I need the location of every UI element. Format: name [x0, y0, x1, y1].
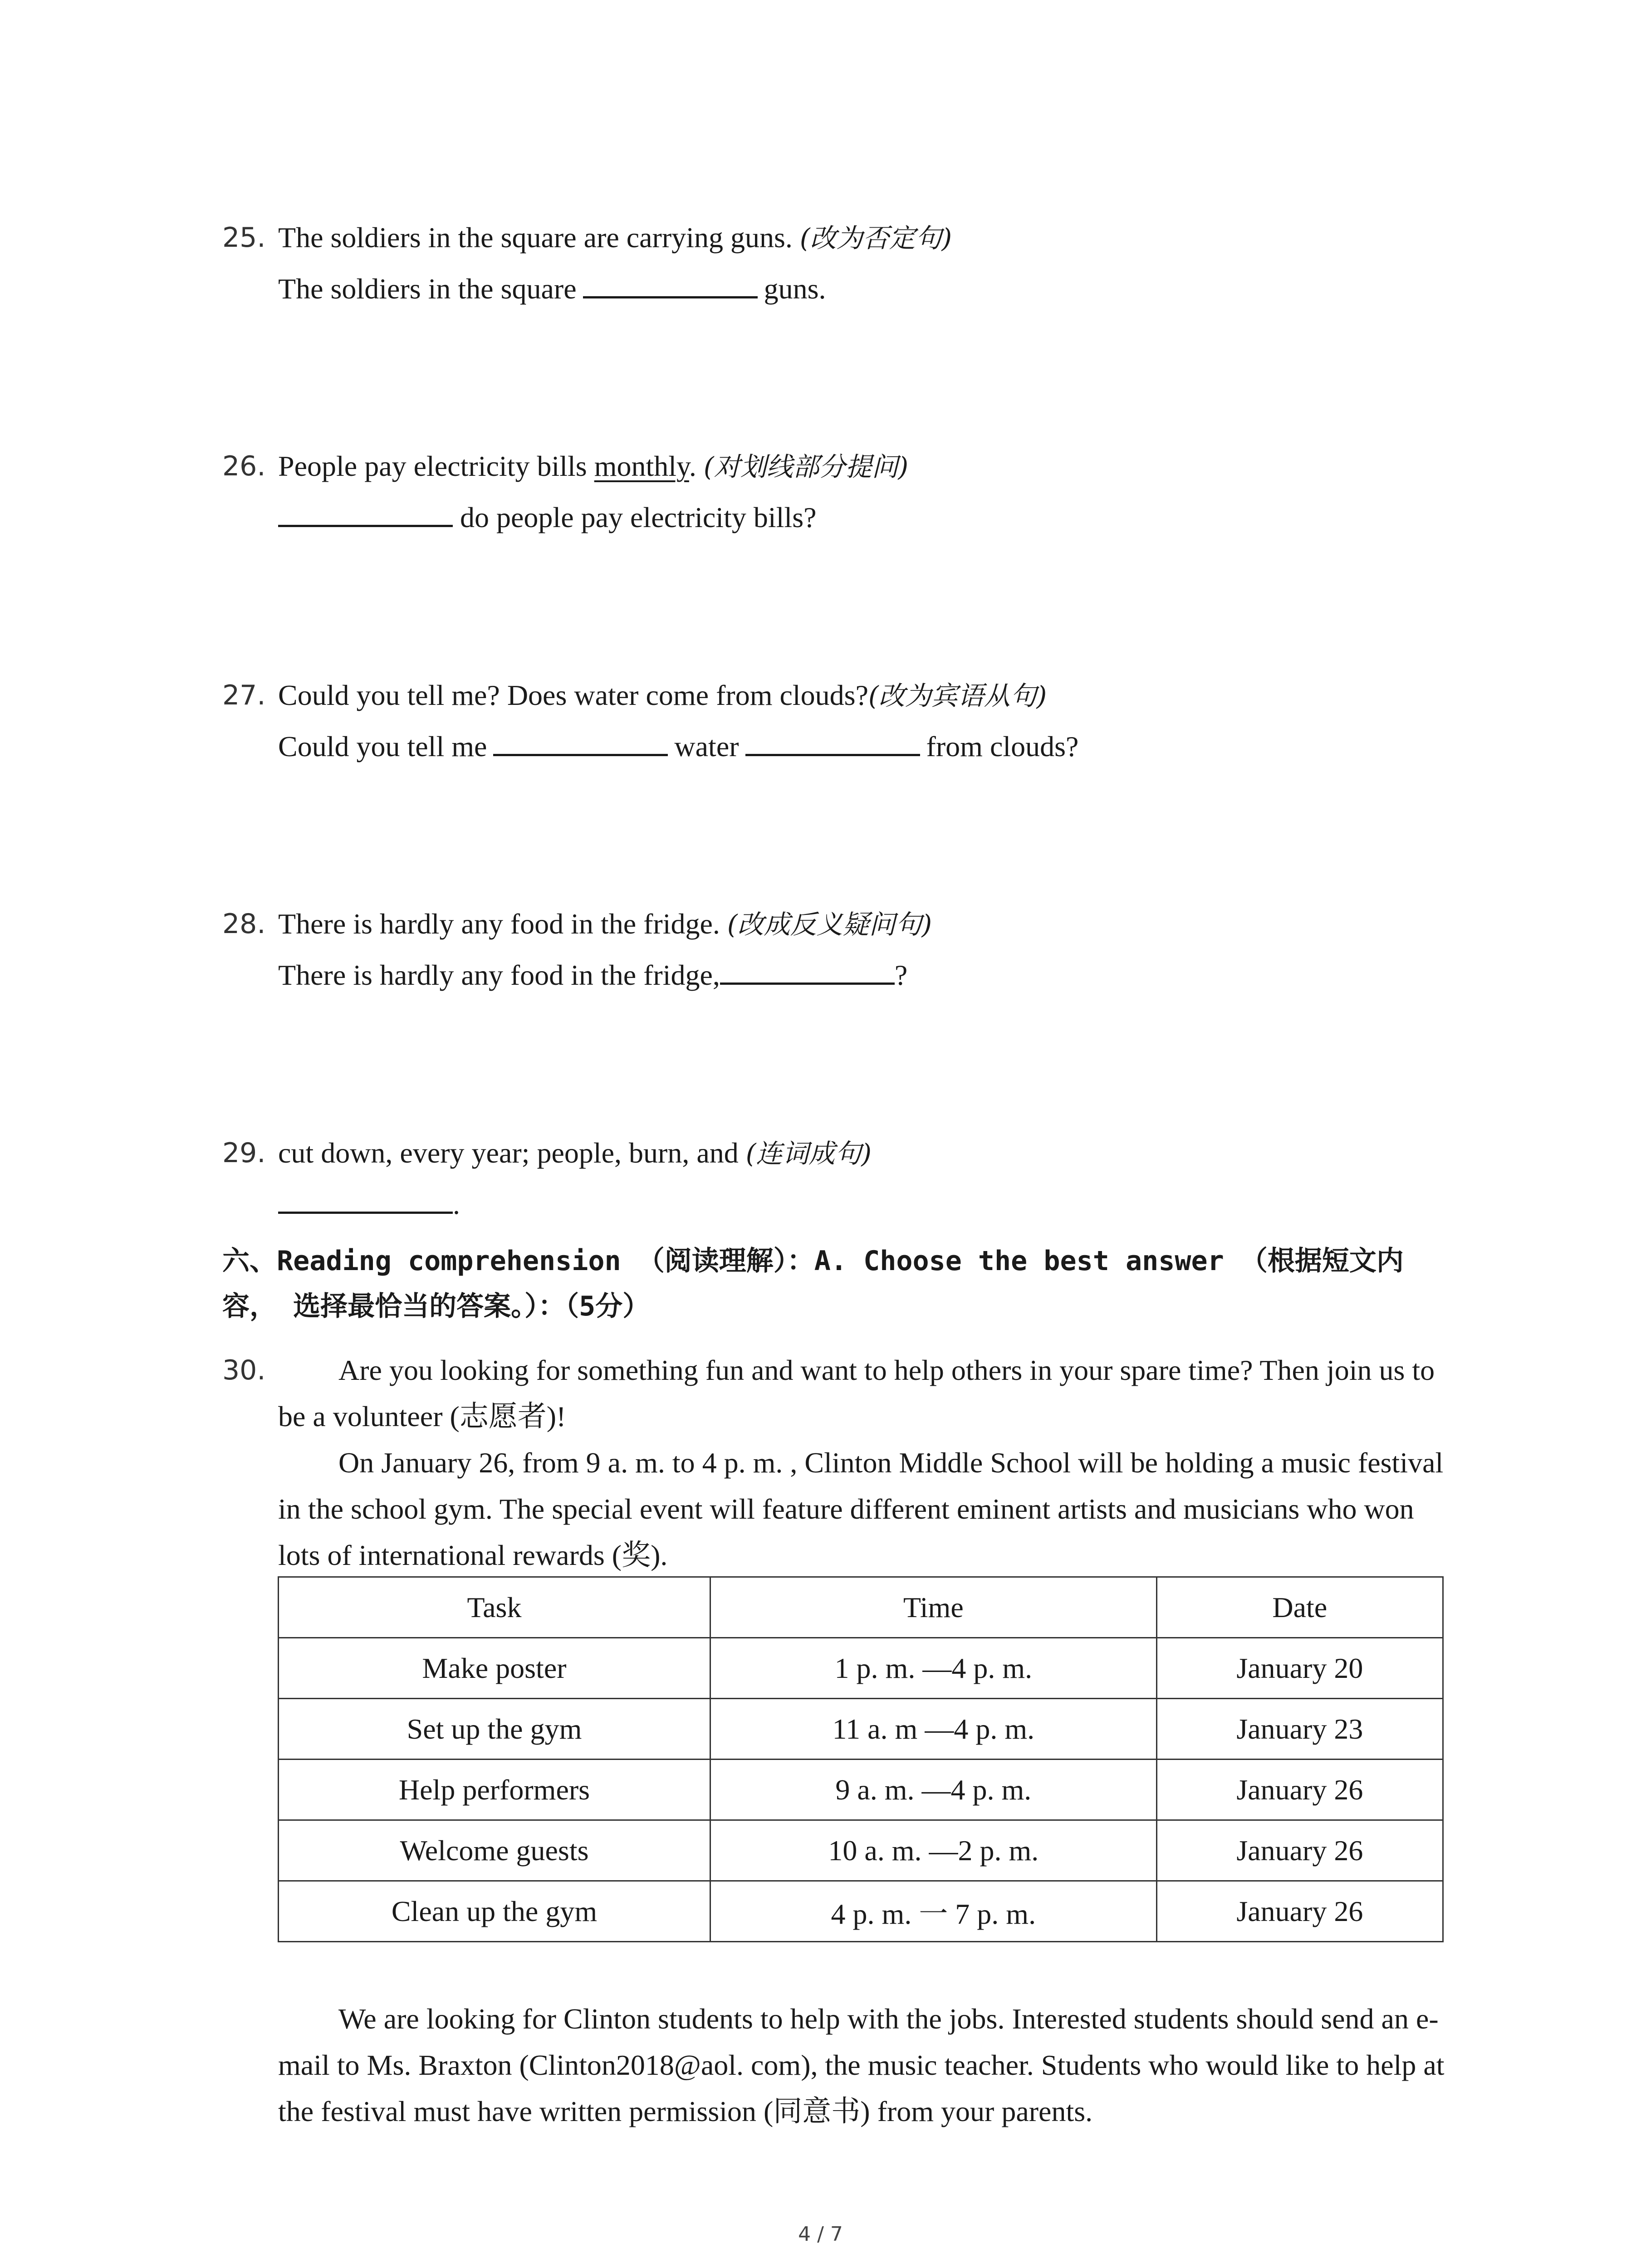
question-prompt: Could you tell me? Does water come from clouds?(改为宾语从句) [278, 679, 1047, 711]
date-cell: January 26 [1156, 1820, 1443, 1881]
answer-line: There is hardly any food in the fridge, ? [222, 950, 1447, 1001]
answer-blank[interactable] [278, 1184, 453, 1214]
column-header-date: Date [1156, 1577, 1443, 1638]
page-number: 4 / 7 [798, 2223, 843, 2246]
column-header-task: Task [279, 1577, 710, 1638]
date-cell: January 26 [1156, 1881, 1443, 1942]
answer-blank[interactable] [493, 727, 668, 756]
question-number: 25. [222, 222, 266, 254]
volunteer-task-table [278, 1576, 1444, 1942]
question-number: 26. [222, 450, 266, 482]
date-cell: January 23 [1156, 1699, 1443, 1760]
question-prompt: cut down, every year; people, burn, and (连词成句) [278, 1137, 872, 1169]
answer-blank[interactable] [720, 955, 895, 985]
question-27 [222, 670, 1447, 772]
task-cell: Welcome guests [279, 1820, 710, 1881]
answer-line: The soldiers in the square guns. [222, 264, 1447, 314]
task-cell: Set up the gym [279, 1699, 710, 1760]
closing-paragraph-block [278, 1996, 1458, 2135]
question-number: 28. [222, 908, 266, 940]
answer-blank[interactable] [278, 498, 453, 527]
table-row [279, 1820, 1443, 1881]
question-number: 27. [222, 679, 266, 711]
table-row [279, 1699, 1443, 1760]
section-heading: 六、Reading comprehension （阅读理解）：A. Choose the best answer （根据短文内 容， 选择最恰当的答案。）：（5分） [222, 1245, 1404, 1322]
time-cell: 9 a. m. —4 p. m. [710, 1760, 1156, 1820]
time-cell: 1 p. m. —4 p. m. [710, 1638, 1156, 1699]
answer-blank[interactable] [583, 269, 758, 298]
question-number: 30. [222, 1354, 266, 1386]
question-26 [222, 441, 1447, 543]
question-prompt: The soldiers in the square are carrying guns. (改为否定句) [278, 221, 952, 254]
task-cell: Help performers [279, 1760, 710, 1820]
passage-paragraph: Are you looking for something fun and want to help others in your spare time? Then join us to be a volunteer (志愿者)! [278, 1354, 1435, 1432]
answer-line: . [222, 1179, 1447, 1230]
answer-blank[interactable] [745, 727, 920, 756]
table-row [279, 1760, 1443, 1820]
reading-passage [222, 1347, 1456, 1579]
task-cell: Clean up the gym [279, 1881, 710, 1942]
time-cell: 11 a. m —4 p. m. [710, 1699, 1156, 1760]
question-prompt: There is hardly any food in the fridge. (改成反义疑问句) [278, 908, 932, 940]
question-28 [222, 899, 1447, 1001]
time-cell: 4 p. m. 一 7 p. m. [710, 1881, 1156, 1942]
date-cell: January 26 [1156, 1760, 1443, 1820]
table-header-row [279, 1577, 1443, 1638]
question-prompt: People pay electricity bills monthly. (对划线部分提问) [278, 450, 909, 482]
underlined-word: monthly [594, 450, 689, 482]
question-number: 29. [222, 1137, 266, 1169]
answer-line: do people pay electricity bills? [222, 492, 1447, 543]
time-cell: 10 a. m. —2 p. m. [710, 1820, 1156, 1881]
passage-paragraph: We are looking for Clinton students to help with the jobs. Interested students should send an e-mail to Ms. Braxton (Clinton2018@aol. com), the music teacher. Students who would like to help at the festival must have written permission (同意书) from your parents. [278, 2003, 1445, 2127]
column-header-time: Time [710, 1577, 1156, 1638]
question-29 [222, 1128, 1447, 1230]
question-25 [222, 212, 1447, 314]
passage-paragraph: On January 26, from 9 a. m. to 4 p. m. , Clinton Middle School will be holding a music festival in the school gym. The special event will feature different eminent artists and musicians who won lots of international rewards (奖). [278, 1447, 1444, 1571]
task-cell: Make poster [279, 1638, 710, 1699]
table-row [279, 1881, 1443, 1942]
table-row [279, 1638, 1443, 1699]
answer-line: Could you tell me water from clouds? [222, 721, 1447, 772]
date-cell: January 20 [1156, 1638, 1443, 1699]
